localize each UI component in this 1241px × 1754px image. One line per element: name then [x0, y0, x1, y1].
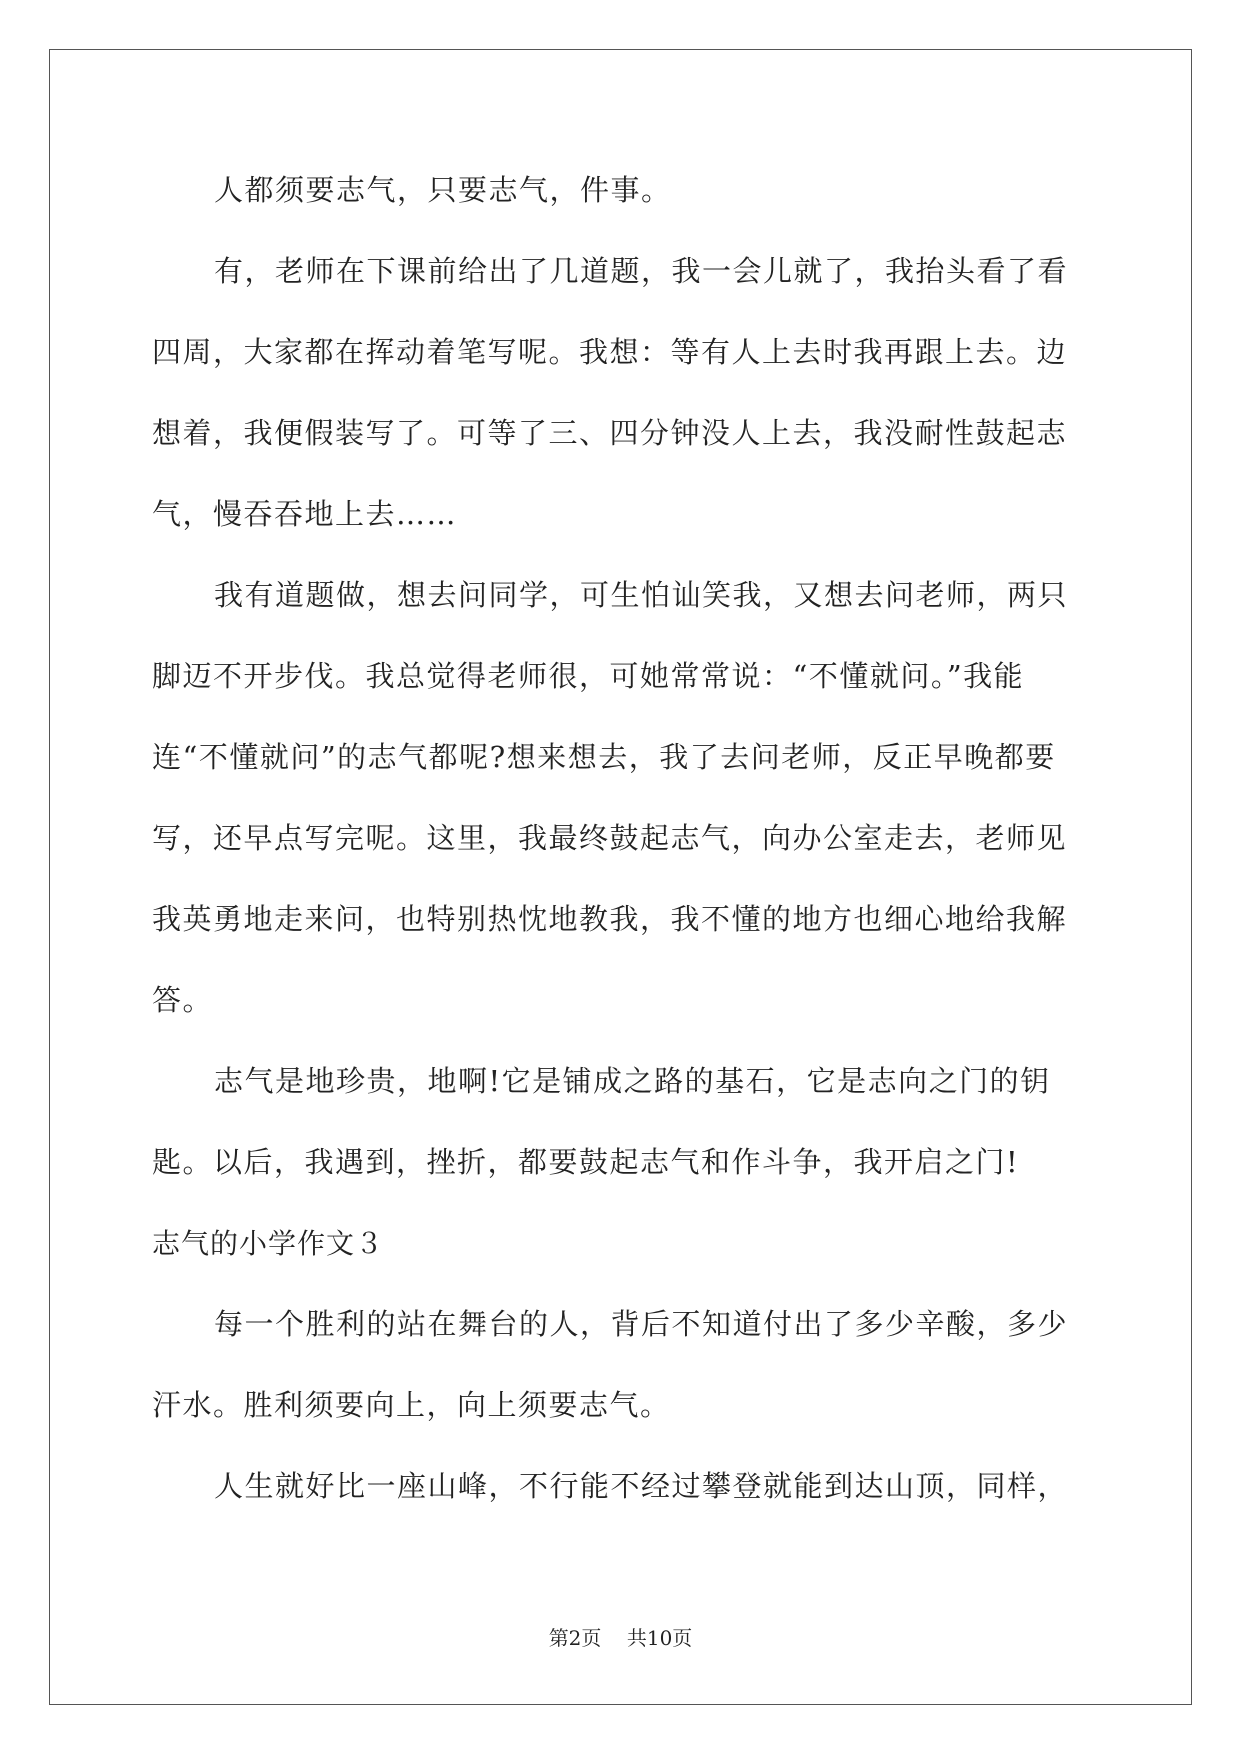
paragraph-6: 人生就好比一座山峰，不行能不经过攀登就能到达山顶，同样， [214, 1469, 1069, 1503]
paragraph-3: 我有道题做，想去问同学，可生怕讪笑我，又想去问老师，两只脚迈不开步伐。我总觉得老师很，可她常常说：“不懂就问。”我能连“不懂就问”的志气都呢?想来想去，我了去问老师，反正早晚都要写，还早点写完呢。这里，我最终鼓起志气，向办公室走去，老师见我英勇地走来问，也特别热忱地教我，我不懂的地方也细心地给我解答。 [152, 578, 1069, 1017]
page-number-label: 第2页 共10页 [548, 1626, 693, 1650]
document-body [152, 150, 1087, 1527]
page-footer [0, 1626, 1241, 1650]
paragraph-5: 每一个胜利的站在舞台的人，背后不知道付出了多少辛酸，多少汗水。胜利须要向上，向上须要志气。 [152, 1307, 1069, 1422]
paragraph-2: 有，老师在下课前给出了几道题，我一会儿就了，我抬头看了看四周，大家都在挥动着笔写呢。我想：等有人上去时我再跟上去。边想着，我便假装写了。可等了三、四分钟没人上去，我没耐性鼓起志气，慢吞吞地上去…… [152, 254, 1069, 531]
paragraph-4: 志气是地珍贵，地啊!它是铺成之路的基石，它是志向之门的钥匙。以后，我遇到，挫折，都要鼓起志气和作斗争，我开启之门! [152, 1064, 1051, 1179]
section-heading: 志气的小学作文３ [152, 1227, 385, 1260]
paragraph-1: 人都须要志气，只要志气，件事。 [214, 173, 672, 207]
